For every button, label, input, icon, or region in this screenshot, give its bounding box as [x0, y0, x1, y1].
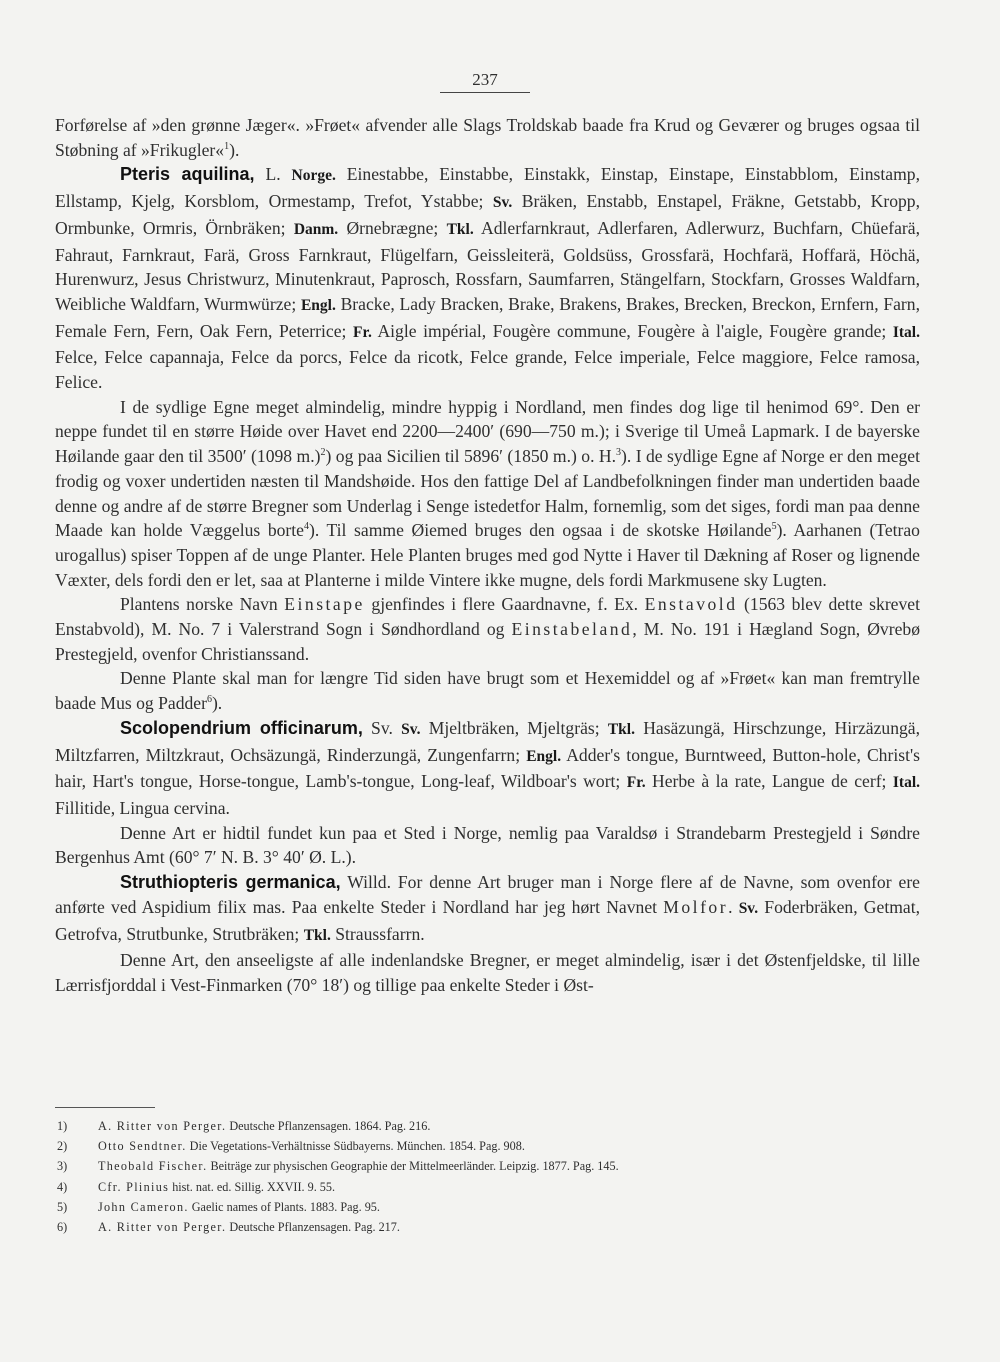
footnote-mark: 1) — [57, 1119, 68, 1133]
text-run: Willd. For denne Art bruger man i Norge flere af de Navne, som ovenfor ere anførte ved Aspidium filix mas. Paa enkelte Steder i Nordland har jeg hørt Navnet — [55, 872, 920, 917]
language-abbrev: Fr. — [626, 774, 646, 792]
language-abbrev: Sv. — [401, 720, 421, 738]
footnote-mark: 3) — [57, 1159, 68, 1174]
footnote-mark: 4) — [57, 1179, 68, 1194]
footnote-ref: 2 — [320, 447, 326, 459]
text-run: Denne Plante skal man for længre Tid siden have brugt som et Hexemiddel og af »Frøet« kan man fremtrylle baade Mus og Padder — [55, 668, 920, 714]
language-abbrev: Norge. — [291, 167, 336, 185]
footnote-1 — [55, 1116, 915, 1136]
footnote-3 — [55, 1156, 915, 1176]
text-run: , M. No. 191 i Hægland Sogn, Øvrebø Prestegjeld, ovenfor Christianssand. — [55, 619, 920, 664]
text-run: ). Aarhanen (Tetrao urogallus) spiser Toppen af de unge Planter. Hele Planten bruges med god Nytte i Haver til Dækning af Roser og lignende Væxter, dels fordi den er let, saa at Planterne i milde Vintere ikke mugne, dels fordi Markmusene sky Lugten. — [55, 520, 920, 590]
paragraph-p7 — [55, 821, 920, 870]
spaced-name: Molfor — [663, 896, 729, 917]
text-run: Hasäzungä, Hirschzunge, Hirzäzungä, Miltzfarren, Miltzkraut, Ochsäzungä, Rinderzungä, Zungenfarrn; — [55, 717, 920, 765]
text-run: Sv. — [362, 717, 402, 738]
footnote-text: Beiträge zur physischen Geographie der Mittelmeerländer. Leipzig. 1877. Pag. 145. — [207, 1159, 619, 1174]
page-number: 237 — [472, 70, 498, 89]
text-run: Felce, Felce capannaja, Felce da porcs, Felce da ricotk, Felce grande, Felce imperiale, Felce maggiore, Felce ramosa, Felice. — [55, 347, 920, 393]
footnote-ref: 5 — [771, 521, 777, 533]
text-run: Ørnebrægne; — [338, 217, 447, 238]
spaced-name: Einstape — [284, 594, 365, 615]
footnote-text: Deutsche Pflanzensagen. Pag. 217. — [226, 1220, 400, 1235]
text-run: I de sydlige Egne meget almindelig, mindre hyppig i Nordland, men findes dog lige til henimod 69°. Den er neppe fundet til en større Høide over Havet end 2200—2400′ (690—750 m.); i Sverige til Umeå Lapmark. I de bayerske Høilande gaar den til 3500′ (1098 m.) — [55, 396, 920, 467]
language-abbrev: Sv. — [492, 194, 513, 212]
text-run: ). — [211, 693, 223, 714]
language-abbrev: Ital. — [892, 774, 920, 792]
text-run: Forførelse af »den grønne Jæger«. »Frøet« afvender alle Slags Troldskab baade fra Krud og Geværer og bruges ogsaa til Støbning af »Frikugler« — [55, 115, 920, 160]
footnote-ref: 1 — [224, 140, 230, 152]
species-name: Pteris aquilina, — [120, 164, 255, 185]
text-run: (1563 blev dette skrevet Enstabvold), M. No. 7 i Valerstrand Sogn i Søndhordland og — [55, 594, 920, 640]
species-name: Struthiopteris germanica, — [120, 872, 341, 893]
text-run: Bracke, Lady Bracken, Brake, Brakens, Brakes, Brecken, Breckon, Ernfern, Farn, Female Fern, Fern, Oak Fern, Peterrice; — [55, 293, 920, 341]
text-run: L. — [254, 164, 292, 185]
language-abbrev: Fr. — [353, 323, 372, 341]
language-abbrev: Engl. — [526, 747, 562, 765]
paragraph-p2 — [55, 162, 920, 394]
footnote-rule — [55, 1107, 155, 1108]
text-run: Adlerfarnkraut, Adlerfaren, Adlerwurz, Buchfarn, Chüefarä, Fahraut, Farnkraut, Farä, Gross Farnkraut, Flügelfarn, Geissleiterä, Goldsüss, Grossfarä, Hochfarä, Hoffarä, Höchä, Hurenwurz, Jesus Christwurz, Minutenkraut, Paprosch, Rossfarn, Saumfarren, Stängelfarn, Stockfarn, Grosses Waldfarn, Weibliche Waldfarn, Wurmwürze; — [55, 217, 920, 314]
language-abbrev: Engl. — [300, 296, 336, 314]
language-abbrev: Danm. — [293, 220, 339, 238]
footnote-author: Cfr. Plinius — [98, 1179, 170, 1194]
text-run: Denne Art, den anseeligste af alle indenlandske Bregner, er meget almindelig, især i det Østenfjeldske, til lille Lærrisfjorddal i Vest-Finmarken (70° 18′) og tillige paa enkelte Steder i Øst- — [55, 950, 920, 995]
text-run: Foderbräken, Getmat, Getrofva, Strutbunke, Strutbräken; — [55, 896, 920, 944]
body-text — [55, 113, 920, 998]
text-run: Fillitide, Lingua cervina. — [55, 797, 230, 818]
language-abbrev: Tkl. — [303, 926, 331, 944]
text-run: Aigle impérial, Fougère commune, Fougère à l'aigle, Fougère grande; — [371, 320, 893, 341]
text-run: Adder's tongue, Burntweed, Button-hole, Christ's hair, Hart's tongue, Horse-tongue, Lamb's-tongue, Long-leaf, Wildboar's wort; — [55, 744, 920, 792]
footnote-mark: 6) — [57, 1220, 68, 1235]
footnote-ref: 6 — [206, 694, 212, 706]
footnote-author: Theobald Fischer. — [98, 1159, 208, 1174]
text-run: Denne Art er hidtil fundet kun paa et Sted i Norge, nemlig paa Varaldsø i Strandebarm Prestegjeld i Søndre Bergenhus Amt (60° 7′ N. B. 3° 40′ Ø. L.). — [55, 822, 920, 868]
footnote-author: Otto Sendtner. — [98, 1139, 187, 1154]
footnote-mark: 5) — [57, 1199, 68, 1214]
paragraph-p4 — [55, 592, 920, 666]
spaced-name: Enstavold — [644, 594, 738, 615]
spaced-name: Einstabeland — [511, 619, 633, 640]
language-abbrev: Ital. — [892, 323, 920, 341]
text-run: ). Til samme Øiemed bruges den ogsaa i de skotske Høilande — [309, 520, 772, 541]
language-abbrev: Tkl. — [446, 220, 474, 238]
paragraph-p9 — [55, 948, 920, 997]
text-run: ). I de sydlige Egne af Norge er den meget frodig og voxer undertiden næsten til Mandshøide. Hos den fattige Del af Landbefolkningen finder man undertiden baade denne og andre af de større Bregner som Underlag i Senge istedetfor Halm, fornemlig, som det siges, fordi man paa denne Maade kan holde Væggelus borte — [55, 446, 921, 541]
footnote-text: Deutsche Pflanzensagen. 1864. Pag. 216. — [226, 1119, 431, 1133]
text-run: . — [728, 896, 739, 917]
paragraph-p8 — [55, 870, 920, 948]
language-abbrev: Sv. — [738, 899, 759, 917]
footnote-author: A. Ritter von Perger. — [98, 1119, 227, 1133]
text-run: Straussfarrn. — [330, 923, 425, 944]
text-run: ). — [229, 139, 240, 160]
footnote-text: Gaelic names of Plants. 1883. Pag. 95. — [188, 1199, 380, 1214]
text-run: Einestabbe, Einstabbe, Einstakk, Einstap, Einstape, Einstabblom, Einstamp, Ellstamp, Kjelg, Korsblom, Ormestamp, Trefot, Ystabbe; — [55, 164, 920, 212]
footnote-author: A. Ritter von Perger. — [98, 1220, 227, 1235]
footnote-mark: 2) — [57, 1139, 68, 1154]
text-run: Mjeltbräken, Mjeltgräs; — [420, 717, 608, 738]
footnote-ref: 3 — [616, 447, 622, 459]
footnote-4 — [55, 1177, 915, 1197]
footnote-text: hist. nat. ed. Sillig. XXVII. 9. 55. — [169, 1179, 336, 1194]
text-run: Herbe à la rate, Langue de cerf; — [645, 771, 893, 792]
paragraph-p6 — [55, 716, 920, 821]
text-run: ) og paa Sicilien til 5896′ (1850 m.) o. H. — [325, 446, 617, 467]
text-run: gjenfindes i flere Gaardnavne, f. Ex. — [364, 594, 645, 615]
header-rule — [440, 92, 530, 93]
footnote-text: Die Vegetations-Verhältnisse Südbayerns. München. 1854. Pag. 908. — [186, 1139, 525, 1154]
paragraph-p1 — [55, 113, 920, 162]
species-name: Scolopendrium officinarum, — [120, 717, 363, 738]
text-run: Plantens norske Navn — [120, 594, 285, 615]
language-abbrev: Tkl. — [607, 720, 635, 738]
footnote-author: John Cameron. — [98, 1199, 189, 1214]
footnotes — [55, 1116, 915, 1237]
paragraph-p3 — [55, 395, 920, 593]
text-run: Bräken, Enstabb, Enstapel, Fräkne, Getstabb, Kropp, Ormbunke, Ormris, Örnbräken; — [55, 191, 921, 238]
footnote-6 — [55, 1217, 915, 1237]
footnote-5 — [55, 1197, 915, 1217]
footnote-2 — [55, 1136, 915, 1156]
footnote-ref: 4 — [304, 521, 309, 533]
paragraph-p5 — [55, 666, 920, 715]
